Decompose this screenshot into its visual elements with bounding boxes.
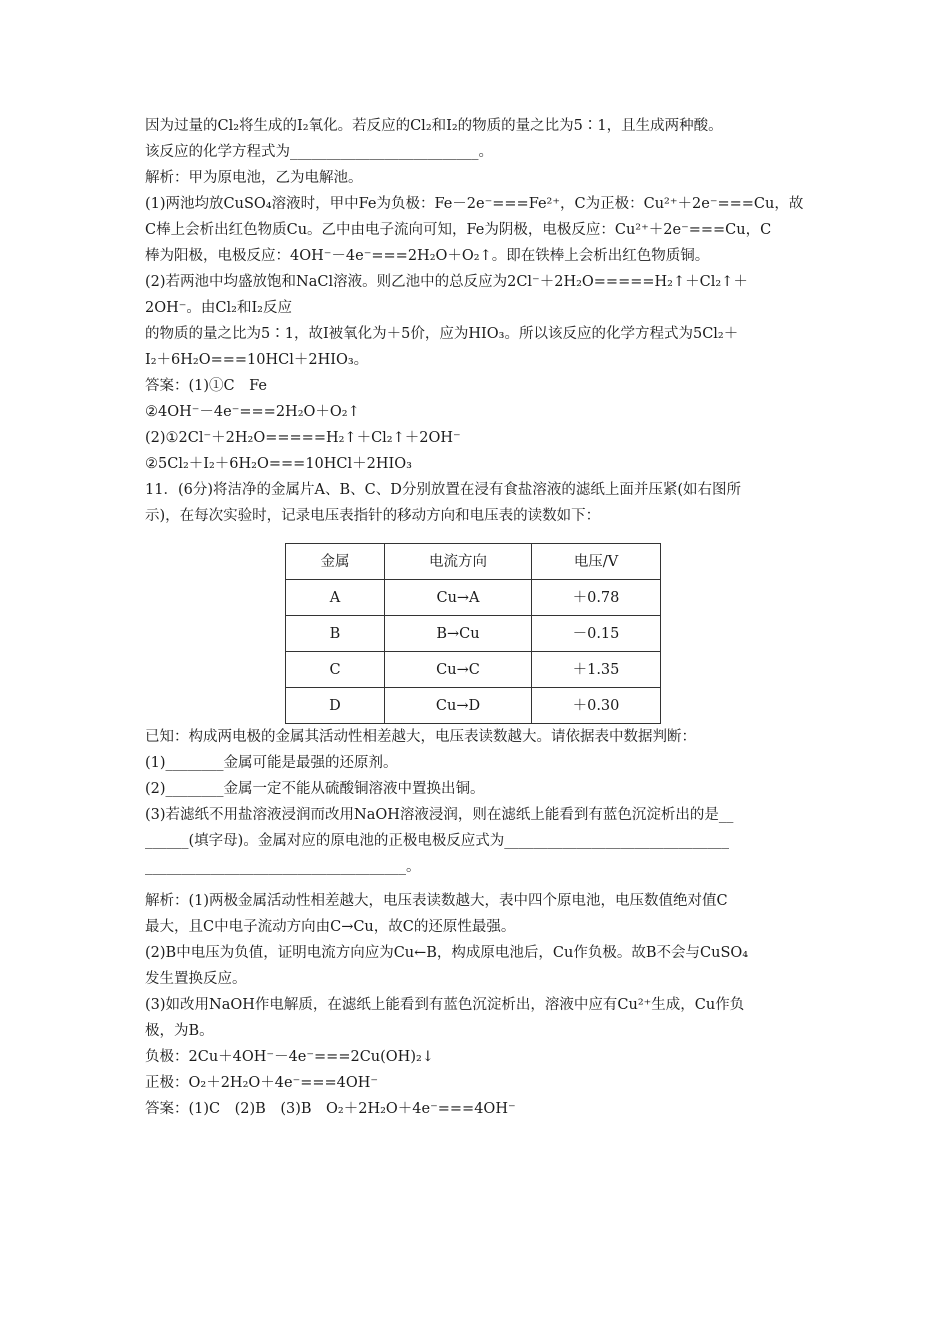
text-line: 2OH⁻。由Cl₂和I₂反应 [145,300,292,316]
text-line: (1)两池均放CuSO₄溶液时，甲中Fe为负极：Fe－2e⁻===Fe²⁺，C为正极：Cu²⁺＋2e⁻===Cu，故 [145,196,804,212]
table-header-cell: 电流方向 [385,544,532,580]
table-cell: C [286,652,385,688]
solution-section [145,113,810,529]
question-line: (3)若滤纸不用盐溶液浸润而改用NaOH溶液浸润，则在滤纸上能看到有蓝色沉淀析出的是__ [145,807,734,823]
table-header-row [286,544,661,580]
text-line: (3)如改用NaOH作电解质，在滤纸上能看到有蓝色沉淀析出，溶液中应有Cu²⁺生成，Cu作负 [145,997,745,1013]
text-line: I₂＋6H₂O===10HCl＋2HIO₃。 [145,352,369,368]
text-line: ②4OH⁻－4e⁻===2H₂O＋O₂↑ [145,404,360,420]
question-line: (2)________金属一定不能从硫酸铜溶液中置换出铜。 [145,781,485,797]
table-cell: A [286,580,385,616]
table-cell: Cu→A [385,580,532,616]
text-line: 极，为B。 [145,1023,214,1039]
table-cell: B→Cu [385,616,532,652]
table-cell: D [286,688,385,724]
text-line: 棒为阳极，电极反应：4OH⁻－4e⁻===2H₂O＋O₂↑。即在铁棒上会析出红色物质铜。 [145,248,710,264]
question-line: ____________________________________。 [145,859,421,875]
answer-section [145,888,810,1122]
text-line: C棒上会析出红色物质Cu。乙中由电子流向可知，Fe为阴极，电极反应：Cu²⁺＋2e⁻===Cu，C [145,222,772,238]
text-line: 解析：(1)两极金属活动性相差越大，电压表读数越大，表中四个原电池，电压数值绝对值C [145,893,728,909]
table-cell: ＋0.30 [532,688,661,724]
answer-line: 答案：(1)C (2)B (3)B O₂＋2H₂O＋4e⁻===4OH⁻ [145,1101,516,1117]
text-line: 发生置换反应。 [145,971,247,987]
text-line: 因为过量的Cl₂将生成的I₂氧化。若反应的Cl₂和I₂的物质的量之比为5∶1，且生成两种酸。 [145,118,723,134]
text-line: 正极：O₂＋2H₂O＋4e⁻===4OH⁻ [145,1075,379,1091]
question-line: (1)________金属可能是最强的还原剂。 [145,755,398,771]
text-line: ②5Cl₂＋I₂＋6H₂O===10HCl＋2HIO₃ [145,456,412,472]
question-text: 11．(6分)将洁净的金属片A、B、C、D分别放置在浸有食盐溶液的滤纸上面并压紧(如右图所 [145,482,741,498]
table-row [286,616,661,652]
table-cell: －0.15 [532,616,661,652]
table-header-cell: 电压/V [532,544,661,580]
text-line: 该反应的化学方程式为__________________________。 [145,144,493,160]
text-line: 的物质的量之比为5∶1，故I被氧化为＋5价，应为HIO₃。所以该反应的化学方程式为5Cl₂＋ [145,326,739,342]
table-cell: ＋1.35 [532,652,661,688]
document-page [145,113,810,1122]
text-line: (2)若两池中均盛放饱和NaCl溶液。则乙池中的总反应为2Cl⁻＋2H₂O=====H₂↑＋Cl₂↑＋ [145,274,748,290]
table-header-cell: 金属 [286,544,385,580]
text-line: 解析：甲为原电池，乙为电解池。 [145,170,363,186]
text-line: 已知：构成两电极的金属其活动性相差越大，电压表读数越大。请依据表中数据判断： [145,729,696,745]
text-line: (2)B中电压为负值，证明电流方向应为Cu←B，构成原电池后，Cu作负极。故B不会与CuSO₄ [145,945,749,961]
question-line: ______(填字母)。金属对应的原电池的正极电极反应式为_______________________________ [145,833,730,849]
question-text: 示)，在每次实验时，记录电压表指针的移动方向和电压表的读数如下： [145,508,601,524]
table-cell: Cu→C [385,652,532,688]
questions-section [145,724,810,880]
table-row [286,580,661,616]
text-line: (2)①2Cl⁻＋2H₂O=====H₂↑＋Cl₂↑＋2OH⁻ [145,430,461,446]
table-cell: ＋0.78 [532,580,661,616]
table-cell: B [286,616,385,652]
data-table [285,543,661,724]
text-line: 最大，且C中电子流动方向由C→Cu，故C的还原性最强。 [145,919,516,935]
table-row [286,652,661,688]
table-cell: Cu→D [385,688,532,724]
text-line: 答案：(1)①C Fe [145,378,267,394]
text-line: 负极：2Cu＋4OH⁻－4e⁻===2Cu(OH)₂↓ [145,1049,434,1065]
table-row [286,688,661,724]
